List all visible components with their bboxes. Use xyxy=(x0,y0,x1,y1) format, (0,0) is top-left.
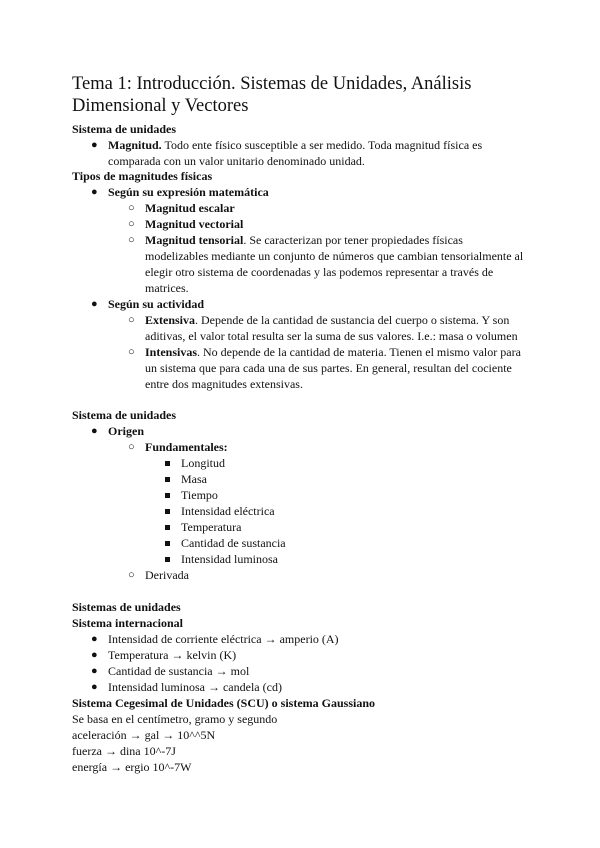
list-item-fundamentales: Fundamentales: xyxy=(145,440,228,454)
section-heading-sistema-de-unidades: Sistema de unidades xyxy=(72,122,177,136)
section-heading-sistema-internacional: Sistema internacional xyxy=(72,616,183,630)
circle-bullet-icon: ○ xyxy=(128,441,135,453)
section-heading-tipos: Tipos de magnitudes físicas xyxy=(72,169,213,183)
extensiva-line1 xyxy=(145,312,509,328)
square-bullet-icon xyxy=(165,541,170,546)
magnitud-text-line2: comparada con un valor unitario denominado unidad. xyxy=(108,154,365,168)
si-item-cantidad: Cantidad de sustancia → mol xyxy=(108,664,250,678)
circle-bullet-icon: ○ xyxy=(128,202,135,214)
page-title: Tema 1: Introducción. Sistemas de Unidades, Análisis Dimensional y Vectores xyxy=(72,74,472,116)
section-heading-scu: Sistema Cegesimal de Unidades (SCU) o sistema Gaussiano xyxy=(72,696,376,710)
tensorial-line2: modelizables mediante un conjunto de números que cambian tensorialmente al xyxy=(145,249,524,263)
scu-intro: Se basa en el centímetro, gramo y segundo xyxy=(72,712,278,726)
circle-bullet-icon: ○ xyxy=(128,234,135,246)
circle-bullet-icon: ○ xyxy=(128,218,135,230)
list-item-origen: Origen xyxy=(108,424,144,438)
fundamental-intensidad-luminosa: Intensidad luminosa xyxy=(181,552,278,566)
circle-bullet-icon: ○ xyxy=(128,569,135,581)
fundamental-longitud: Longitud xyxy=(181,456,225,470)
si-item-corriente: Intensidad de corriente eléctrica → amperio (A) xyxy=(108,632,339,646)
disc-bullet-icon: ● xyxy=(91,633,98,645)
scu-line-aceleracion: aceleración → gal → 10^^5N xyxy=(72,728,216,742)
magnitud-text-line1: Todo ente físico susceptible a ser medido. Toda magnitud física es xyxy=(161,138,483,152)
list-item-derivada: Derivada xyxy=(145,568,189,582)
extensiva-line2: aditivas, el valor total resulta ser la suma de sus valores. I.e.: masa o volumen xyxy=(145,329,518,343)
disc-bullet-icon: ● xyxy=(91,665,98,677)
si-item-luminosa: Intensidad luminosa → candela (cd) xyxy=(108,680,282,694)
scu-line-fuerza: fuerza → dina 10^-7J xyxy=(72,744,176,758)
tensorial-line4: matrices. xyxy=(145,281,189,295)
extensiva-text: . Depende de la cantidad de sustancia del cuerpo o sistema. Y son xyxy=(195,313,510,327)
magnitud-term: Magnitud. xyxy=(108,138,162,152)
disc-bullet-icon: ● xyxy=(91,649,98,661)
square-bullet-icon xyxy=(165,477,170,482)
extensiva-term: Extensiva xyxy=(145,313,196,327)
section-heading-sistemas-de-unidades: Sistemas de unidades xyxy=(72,600,181,614)
si-item-temperatura: Temperatura → kelvin (K) xyxy=(108,648,237,662)
square-bullet-icon xyxy=(165,493,170,498)
fundamental-cantidad-sustancia: Cantidad de sustancia xyxy=(181,536,286,550)
list-item-actividad: Según su actividad xyxy=(108,297,205,311)
tensorial-line1 xyxy=(145,232,463,248)
disc-bullet-icon: ● xyxy=(91,425,98,437)
intensiva-line2: un sistema que para cada una de sus partes. En general, resultan del cociente xyxy=(145,361,512,375)
fundamental-intensidad-electrica: Intensidad eléctrica xyxy=(181,504,275,518)
tensorial-term: Magnitud tensorial xyxy=(145,233,244,247)
list-item-expresion: Según su expresión matemática xyxy=(108,185,269,199)
square-bullet-icon xyxy=(165,557,170,562)
scu-line-energia: energía → ergio 10^-7W xyxy=(72,760,192,774)
tensorial-text: . Se caracterizan por tener propiedades físicas xyxy=(243,233,463,247)
fundamental-tiempo: Tiempo xyxy=(181,488,218,502)
intensiva-line1 xyxy=(145,344,521,360)
square-bullet-icon xyxy=(165,525,170,530)
disc-bullet-icon: ● xyxy=(91,298,98,310)
disc-bullet-icon: ● xyxy=(91,186,98,198)
magnitud-definition-line1 xyxy=(108,137,482,153)
circle-bullet-icon: ○ xyxy=(128,346,135,358)
list-item-escalar: Magnitud escalar xyxy=(145,201,235,215)
disc-bullet-icon: ● xyxy=(91,681,98,693)
circle-bullet-icon: ○ xyxy=(128,314,135,326)
section-heading-sistema-de-unidades-2: Sistema de unidades xyxy=(72,408,177,422)
square-bullet-icon xyxy=(165,461,170,466)
list-item-vectorial: Magnitud vectorial xyxy=(145,217,244,231)
disc-bullet-icon: ● xyxy=(91,139,98,151)
intensiva-term: Intensivas xyxy=(145,345,198,359)
fundamental-temperatura: Temperatura xyxy=(181,520,242,534)
square-bullet-icon xyxy=(165,509,170,514)
fundamental-masa: Masa xyxy=(181,472,207,486)
intensiva-line3: entre dos magnitudes extensivas. xyxy=(145,377,303,391)
intensiva-text: . No depende de la cantidad de materia. Tienen el mismo valor para xyxy=(197,345,521,359)
tensorial-line3: elegir otro sistema de coordenadas y las podemos representar a través de xyxy=(145,265,494,279)
